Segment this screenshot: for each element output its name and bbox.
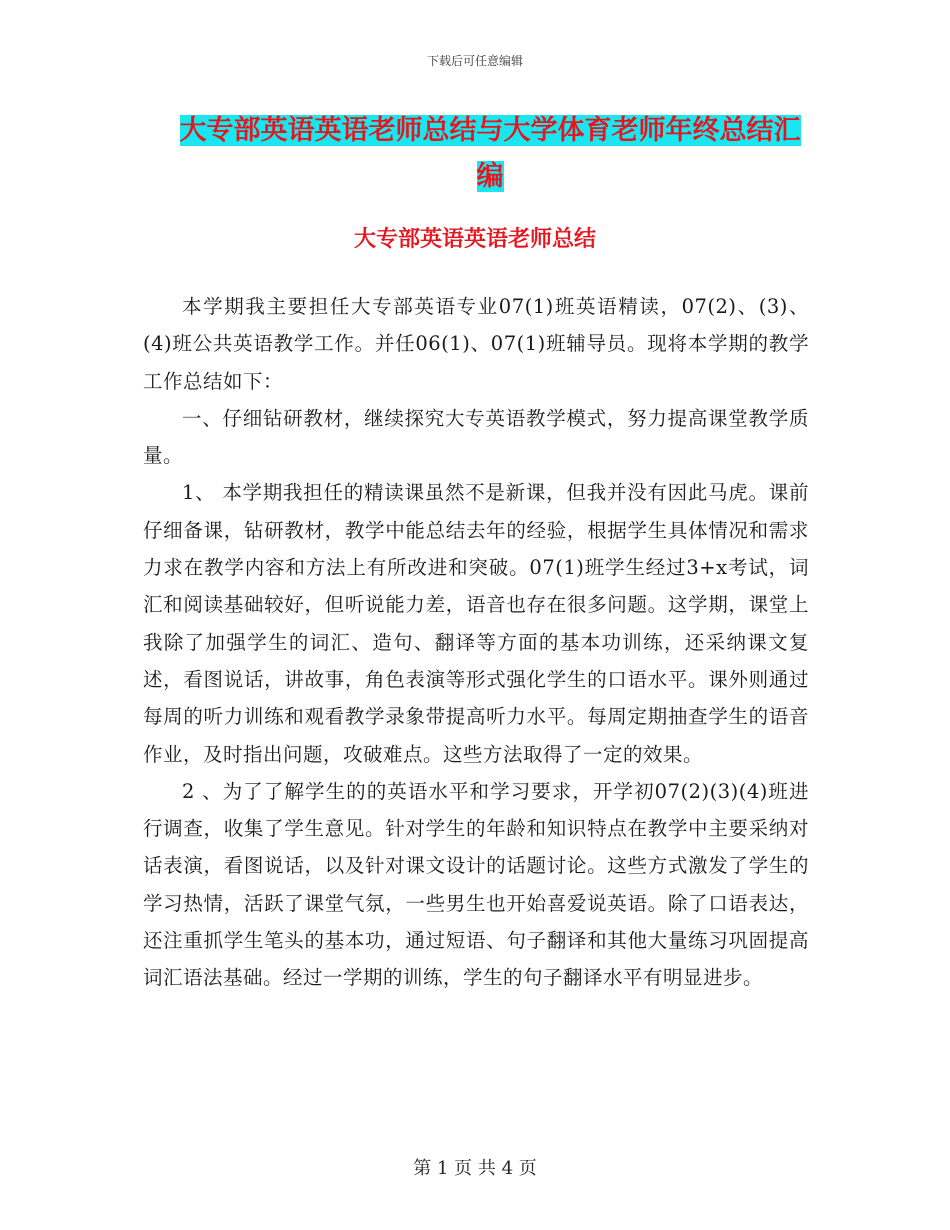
page-footer: 第 1 页 共 4 页 — [413, 1158, 537, 1179]
section-title: 大专部英语英语老师总结 — [353, 227, 596, 252]
document-title — [160, 108, 820, 200]
document-title-line2: 编 — [476, 161, 504, 192]
header-note: 下载后可任意编辑 — [426, 54, 523, 68]
document-body — [143, 288, 809, 997]
paragraph: 1、 本学期我担任的精读课虽然不是新课，但我并没有因此马虎。课前仔细备课，钻研教材，教学中能总结去年的经验，根据学生具体情况和需求力求在教学内容和方法上有所改进和突破。07(1)班学生经过3+x考试，词汇和阅读基础较好，但听说能力差，语音也存在很多问题。这学期，课堂上我除了加强学生的词汇、造句、翻译等方面的基本功训练，还采纳课文复述，看图说话，讲故事，角色表演等形式强化学生的口语水平。课外则通过每周的听力训练和观看教学录象带提高听力水平。每周定期抽查学生的语音作业，及时指出问题，攻破难点。这些方法取得了一定的效果。 — [143, 481, 809, 766]
document-title-line1: 大专部英语英语老师总结与大学体育老师年终总结汇 — [179, 115, 801, 146]
paragraph: 一、仔细钻研教材，继续探究大专英语教学模式，努力提高课堂教学质量。 — [143, 406, 809, 468]
paragraph: 2 、为了了解学生的的英语水平和学习要求，开学初07(2)(3)(4)班进行调查，收集了学生意见。针对学生的年龄和知识特点在教学中主要采纳对话表演，看图说话，以及针对课文设计的话题讨论。这些方式激发了学生的学习热情，活跃了课堂气氛，一些男生也开始喜爱说英语。除了口语表达，还注重抓学生笔头的基本功，通过短语、句子翻译和其他大量练习巩固提高词汇语法基础。经过一学期的训练，学生的句子翻译水平有明显进步。 — [143, 779, 809, 990]
paragraph: 本学期我主要担任大专部英语专业07(1)班英语精读，07(2)、(3)、(4)班公共英语教学工作。并任06(1)、07(1)班辅导员。现将本学期的教学工作总结如下： — [143, 295, 809, 393]
